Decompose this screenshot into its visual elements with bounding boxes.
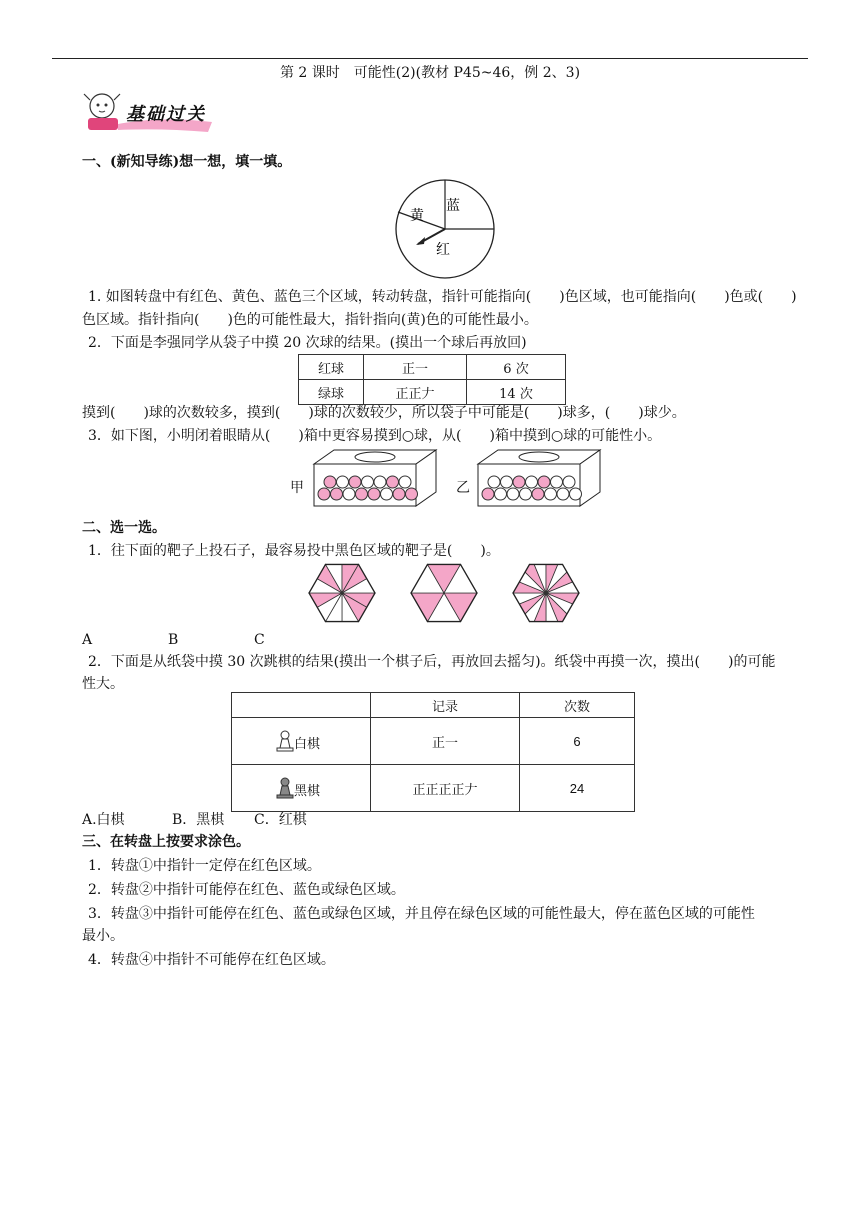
s2-q1-text: 1．往下面的靶子上投石子，最容易投中黑色区域的靶子是( )。 bbox=[88, 543, 500, 559]
row-label: 红球 bbox=[299, 355, 364, 380]
spinner-label-yellow: 黄 bbox=[410, 208, 424, 224]
white-ball bbox=[570, 488, 582, 500]
table-row bbox=[299, 355, 566, 380]
white-ball bbox=[374, 476, 386, 488]
q1-line2: 色区域。指针指向( )色的可能性最大，指针指向(黄)色的可能性最小。 bbox=[82, 312, 538, 328]
white-ball bbox=[551, 476, 563, 488]
ball-table bbox=[298, 354, 566, 405]
targets-diagram bbox=[306, 558, 586, 630]
row-count: 14 次 bbox=[467, 380, 566, 405]
pink-ball bbox=[368, 488, 380, 500]
target-label-a: A bbox=[82, 632, 93, 648]
page-title: 第 2 课时 可能性(2)(教材 P45~46，例 2、3) bbox=[279, 65, 581, 81]
row-count: 6 次 bbox=[467, 355, 566, 380]
target-b bbox=[411, 564, 477, 621]
white-ball bbox=[563, 476, 575, 488]
row-tally: 正一 bbox=[371, 718, 520, 765]
white-ball bbox=[362, 476, 374, 488]
s2-q2-line2: 性大。 bbox=[82, 676, 124, 692]
black-chess-label: 黑棋 bbox=[294, 783, 321, 798]
table-row bbox=[299, 380, 566, 405]
pink-ball bbox=[356, 488, 368, 500]
row-label: 绿球 bbox=[299, 380, 364, 405]
black-chess-piece-icon bbox=[276, 777, 294, 799]
box-label-b: 乙 bbox=[456, 480, 470, 496]
box-a-diagram bbox=[310, 446, 440, 510]
table-header-row bbox=[232, 693, 635, 718]
header-cell: 次数 bbox=[520, 693, 635, 718]
box-b-diagram bbox=[474, 446, 604, 510]
pink-ball bbox=[349, 476, 361, 488]
white-ball bbox=[488, 476, 500, 488]
target-a bbox=[309, 564, 375, 621]
s3-q1: 1．转盘①中指针一定停在红色区域。 bbox=[88, 858, 321, 874]
q2-text: 2．下面是李强同学从袋子中摸 20 次球的结果。(摸出一个球后再放回) bbox=[88, 335, 527, 351]
header-cell: 记录 bbox=[371, 693, 520, 718]
row-label bbox=[232, 718, 371, 765]
spinner-label-blue: 蓝 bbox=[446, 198, 460, 214]
row-tally: 正正𠂇 bbox=[364, 380, 467, 405]
box-label-a: 甲 bbox=[290, 480, 304, 496]
q2-answer: 摸到( )球的次数较多，摸到( )球的次数较少，所以袋子中可能是( )球多，( )球少。 bbox=[82, 405, 686, 421]
pink-ball bbox=[387, 476, 399, 488]
target-c bbox=[513, 564, 579, 621]
row-tally: 正正正正𠂇 bbox=[371, 765, 520, 812]
s3-q4: 4．转盘④中指针不可能停在红色区域。 bbox=[88, 952, 335, 968]
white-ball bbox=[501, 476, 513, 488]
target-label-c: C bbox=[254, 632, 265, 648]
target-label-b: B bbox=[168, 632, 179, 648]
section2-heading: 二、选一选。 bbox=[82, 520, 166, 536]
section3-heading: 三、在转盘上按要求涂色。 bbox=[82, 834, 250, 850]
q1-line1: 1. 如图转盘中有红色、黄色、蓝色三个区域，转动转盘，指针可能指向( )色区域，也可能指向( )色或( ) bbox=[88, 289, 797, 305]
chess-table bbox=[231, 692, 635, 812]
pink-ball bbox=[406, 488, 418, 500]
pink-ball bbox=[331, 488, 343, 500]
pink-ball bbox=[318, 488, 330, 500]
white-chess-piece-icon bbox=[276, 730, 294, 752]
s2-q2-line1: 2．下面是从纸袋中摸 30 次跳棋的结果(摸出一个棋子后，再放回去摇匀)。纸袋中再摸一次，摸出( )的可能 bbox=[88, 654, 776, 670]
badge bbox=[80, 88, 220, 134]
white-ball bbox=[545, 488, 557, 500]
s3-q2: 2．转盘②中指针可能停在红色、蓝色或绿色区域。 bbox=[88, 882, 405, 898]
badge-label: 基础过关 bbox=[126, 104, 206, 125]
table-row bbox=[232, 765, 635, 812]
section1-heading: 一、(新知导练)想一想，填一填。 bbox=[82, 154, 292, 170]
white-chess-label: 白棋 bbox=[294, 736, 321, 751]
white-ball bbox=[507, 488, 519, 500]
white-ball bbox=[495, 488, 507, 500]
white-ball bbox=[557, 488, 569, 500]
white-ball bbox=[337, 476, 349, 488]
pink-ball bbox=[538, 476, 550, 488]
white-ball bbox=[399, 476, 411, 488]
row-count: 24 bbox=[520, 765, 635, 812]
row-label bbox=[232, 765, 371, 812]
spinner-diagram bbox=[394, 178, 498, 282]
header-rule bbox=[52, 58, 808, 59]
row-tally: 正一 bbox=[364, 355, 467, 380]
pink-ball bbox=[324, 476, 336, 488]
q3-text: 3．如下图，小明闭着眼睛从( )箱中更容易摸到○球，从( )箱中摸到○球的可能性小。 bbox=[88, 428, 662, 444]
pink-ball bbox=[393, 488, 405, 500]
pink-ball bbox=[532, 488, 544, 500]
spinner-label-red: 红 bbox=[436, 242, 450, 258]
white-ball bbox=[381, 488, 393, 500]
option-b: B．黑棋 bbox=[172, 812, 225, 828]
white-ball bbox=[526, 476, 538, 488]
option-a: A.白棋 bbox=[82, 812, 125, 828]
table-row bbox=[232, 718, 635, 765]
header-cell bbox=[232, 693, 371, 718]
option-c: C．红棋 bbox=[254, 812, 307, 828]
pink-ball bbox=[482, 488, 494, 500]
white-ball bbox=[520, 488, 532, 500]
s3-q3-line2: 最小。 bbox=[82, 928, 124, 944]
row-count: 6 bbox=[520, 718, 635, 765]
s3-q3-line1: 3．转盘③中指针可能停在红色、蓝色或绿色区域，并且停在绿色区域的可能性最大，停在蓝色区域的可能性 bbox=[88, 906, 755, 922]
white-ball bbox=[343, 488, 355, 500]
pink-ball bbox=[513, 476, 525, 488]
